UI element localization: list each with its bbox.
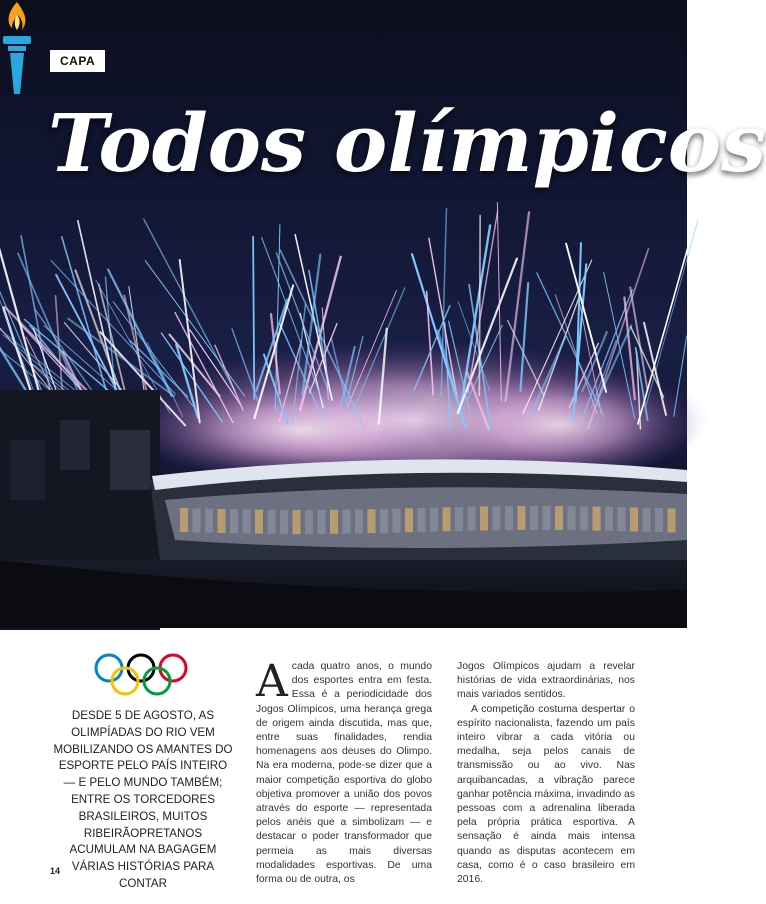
olympic-torch-icon: [0, 0, 34, 96]
olympic-rings-icon: [93, 652, 189, 698]
section-tag: CAPA: [50, 50, 105, 72]
article-column-2: [457, 660, 635, 887]
page-number: 14: [50, 866, 61, 876]
article-paragraph: Jogos Olímpicos ajudam a revelar histórias de vida extraordinárias, nos mais variados sentidos.: [457, 661, 635, 701]
article-text-col1: cada quatro anos, o mundo dos esportes entra em festa. Essa é a periodicidade dos Jogos Olímpicos, uma herança grega de origem ainda discutida, mas que, entre suas finalidades, rendia homenagens aos deuses do Olimpo. Na era moderna, pode-se dizer que a maior competição esportiva do globo objetiva promover a união dos povos através do esporte — representada pelos anéis que a simbolizam — e destacar o poder transformador que permeia as mais diversas modalidades esportivas. De uma forma ou de outra, os: [256, 661, 432, 886]
article-column-1: [256, 656, 432, 887]
deck-text: DESDE 5 DE AGOSTO, AS OLIMPÍADAS DO RIO VEM MOBILIZANDO OS AMANTES DO ESPORTE PELO PAÍS INTEIRO — E PELO MUNDO TAMBÉM; ENTRE OS TORCEDORES BRASILEIROS, MUITOS RIBEIRÃOPRETANOS ACUMULAM NA BAGAGEM VÁRIAS HISTÓRIAS PARA CONTAR: [53, 709, 233, 890]
drop-cap: A: [256, 656, 288, 707]
article-paragraph: A competição costuma despertar o espírito nacionalista, fazendo um país inteiro vibrar a cada vitória ou medalha, seja pelos canais de transmissão ou ao vivo. Nas arquibancadas, a vibração parece ganhar potência máxima, invadindo as pessoas com a adrenalina liberada pela própria prática esportiva. A sensação é ainda mais intensa quando as disputas acontecem em casa, como é o caso brasileiro em 2016.: [457, 703, 635, 886]
headline: Todos olímpicos: [48, 96, 766, 190]
